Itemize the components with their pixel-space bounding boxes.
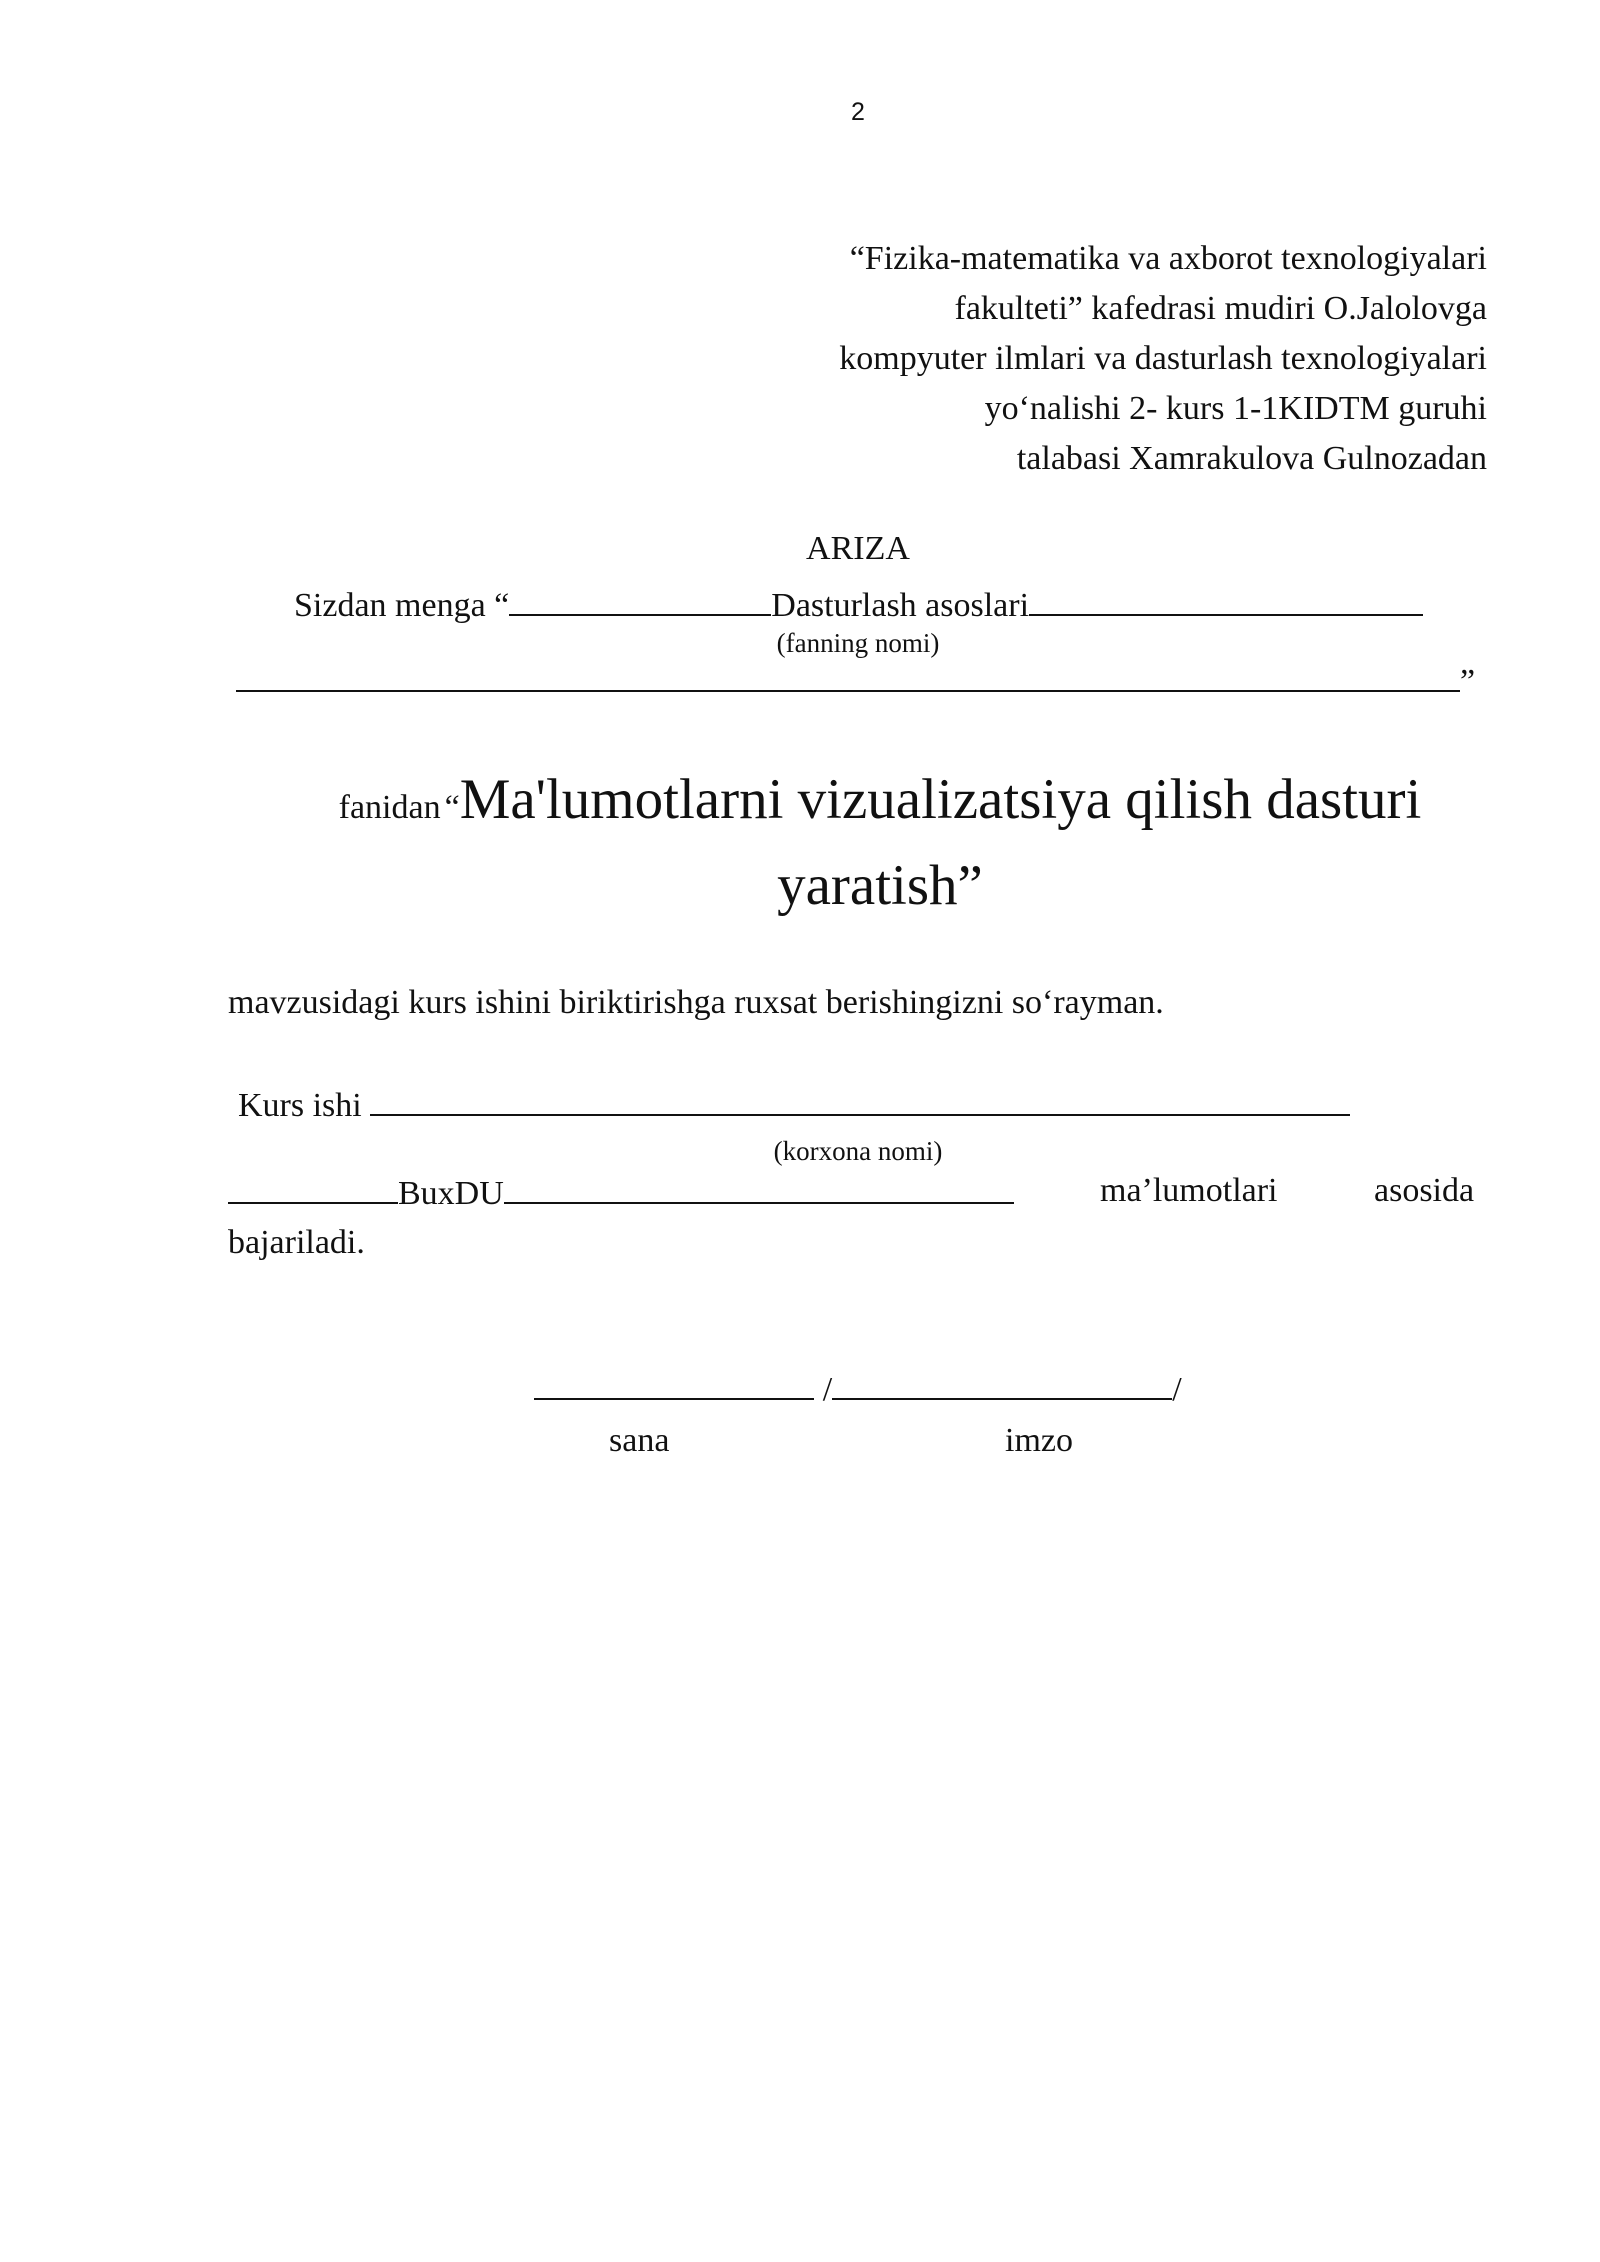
body-text: mavzusidagi kurs ishini biriktirishga ruxsat berishingizni so‘rayman. bbox=[228, 984, 1164, 1021]
addressee-line: talabasi Xamrakulova Gulnozadan bbox=[1016, 440, 1487, 477]
addressee-block bbox=[727, 234, 1487, 484]
topic-prefix: fanidan bbox=[338, 789, 441, 826]
blank-line bbox=[509, 584, 771, 616]
blank-line bbox=[228, 1172, 398, 1204]
closing-quote: ” bbox=[1460, 663, 1476, 700]
addressee-line: fakulteti” kafedrasi mudiri O.Jalolovga bbox=[954, 290, 1487, 327]
page-number: 2 bbox=[851, 98, 865, 126]
blank-line bbox=[504, 1172, 1014, 1204]
request-line bbox=[294, 584, 1423, 625]
slash: / bbox=[822, 1371, 833, 1408]
addressee-line: yo‘nalishi 2- kurs 1-1KIDTM guruhi bbox=[984, 390, 1487, 427]
organization-line bbox=[228, 1172, 1014, 1213]
organization-caption: (korxona nomi) bbox=[773, 1136, 943, 1166]
topic-block bbox=[280, 764, 1480, 936]
subject-name: Dasturlash asoslari bbox=[771, 587, 1030, 624]
continuation-text: bajariladi. bbox=[228, 1224, 365, 1261]
course-work-line bbox=[238, 1084, 1350, 1125]
topic-open-quote: “ bbox=[444, 789, 460, 826]
topic-title: Ma'lumotlarni vizualizatsiya qilish dasturi yaratish” bbox=[459, 768, 1422, 917]
slash: / bbox=[1172, 1371, 1182, 1408]
organization-name: BuxDU bbox=[398, 1175, 504, 1212]
signature-blank-line bbox=[832, 1368, 1172, 1400]
subject-caption: (fanning nomi) bbox=[776, 628, 940, 658]
request-continuation bbox=[236, 660, 1475, 701]
word-malumotlari: ma’lumotlari bbox=[1100, 1172, 1278, 1209]
signature-label: imzo bbox=[1005, 1422, 1073, 1459]
word-asosida: asosida bbox=[1374, 1172, 1475, 1209]
document-title: ARIZA bbox=[806, 530, 910, 567]
blank-line bbox=[370, 1084, 1350, 1116]
request-prefix: Sizdan menga “ bbox=[294, 587, 510, 624]
blank-line bbox=[1029, 584, 1423, 616]
course-work-label: Kurs ishi bbox=[238, 1087, 362, 1124]
date-blank-line bbox=[534, 1368, 814, 1400]
addressee-line: “Fizika-matematika va axborot texnologiyalari bbox=[849, 240, 1487, 277]
addressee-line: kompyuter ilmlari va dasturlash texnologiyalari bbox=[839, 340, 1487, 377]
signature-row bbox=[0, 1368, 1600, 1409]
date-label: sana bbox=[609, 1422, 670, 1459]
blank-line bbox=[236, 660, 1460, 692]
